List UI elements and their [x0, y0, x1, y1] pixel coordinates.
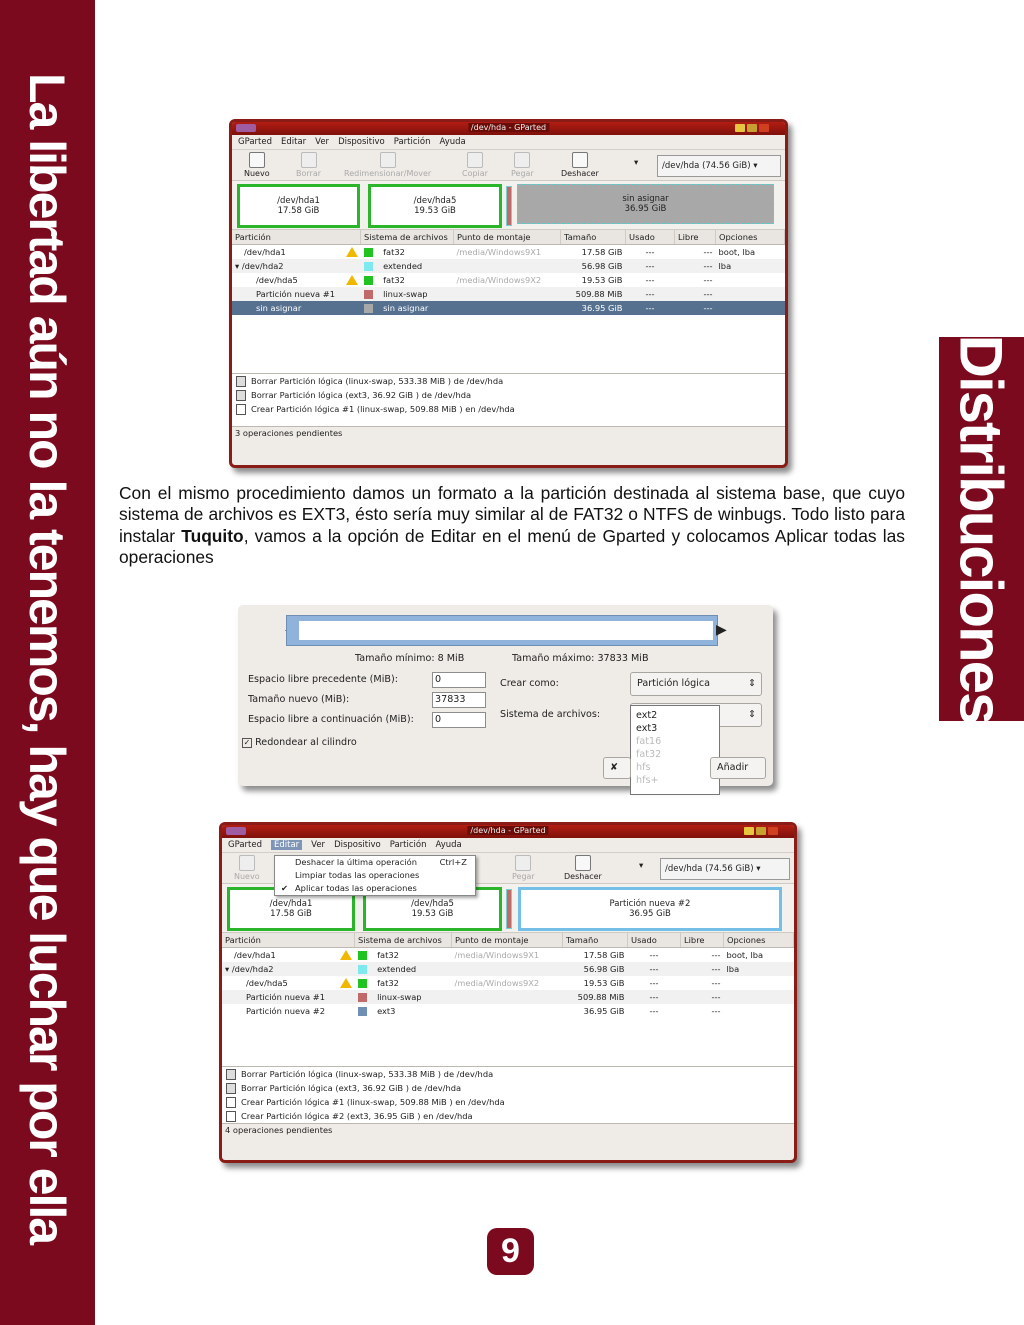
table-row[interactable]: /dev/hda5 fat32 /media/Windows9X2 19.53 GiB --- --- — [256, 275, 713, 285]
page-number: 9 — [487, 1228, 534, 1275]
maximize-icon[interactable] — [756, 827, 766, 835]
col-usado[interactable]: Usado — [626, 230, 675, 245]
resize-icon — [380, 152, 396, 168]
new-op-icon — [226, 1111, 236, 1122]
col-tamano[interactable]: Tamaño — [561, 230, 626, 245]
delete-op-icon — [226, 1083, 236, 1094]
undo-button[interactable]: Deshacer — [564, 855, 602, 881]
menu-gparted[interactable]: GParted — [228, 840, 262, 850]
fs-option[interactable]: hfs — [636, 762, 651, 773]
free-after-spin[interactable]: 0 — [432, 712, 486, 728]
table-header — [232, 230, 785, 245]
cancel-icon[interactable]: ✘ — [603, 757, 631, 779]
window-title: /dev/hda - GParted — [468, 123, 549, 132]
fs-color-swatch — [364, 290, 373, 299]
graph-hda5[interactable]: /dev/hda5 19.53 GiB — [363, 887, 502, 931]
menu-bar — [222, 838, 794, 853]
menu-gparted[interactable]: GParted — [238, 137, 272, 147]
table-header — [222, 933, 794, 948]
menu-dispositivo[interactable]: Dispositivo — [338, 137, 385, 147]
paste-icon — [514, 152, 530, 168]
table-row-selected[interactable]: sin asignar sin asignar 36.95 GiB --- --- — [232, 301, 785, 315]
table-row[interactable]: ▾ /dev/hda2 extended 56.98 GiB --- --- lba — [232, 259, 785, 273]
table-row[interactable]: /dev/hda1 fat32 /media/Windows9X1 17.58 GiB --- --- boot, lba — [234, 950, 764, 960]
body-paragraph: Con el mismo procedimiento damos un formato a la partición destinada al sistema base, que cuyo sistema de archivos es EXT3, ésto sería muy similar al de FAT32 o NTFS de winbugs. Todo listo para instalar Tuquito, vamos a la opción de Editar en el menú de Gparted y colocamos Aplicar todas las operaciones — [119, 483, 905, 567]
warning-icon — [340, 978, 352, 988]
fs-color-swatch — [364, 304, 373, 313]
table-row[interactable]: Partición nueva #1 linux-swap 509.88 MiB --- --- — [222, 990, 794, 1004]
fs-color-swatch — [358, 979, 367, 988]
spinner-icon: ⇕ — [747, 678, 756, 689]
new-op-icon — [226, 1097, 236, 1108]
table-row[interactable]: /dev/hda5 fat32 /media/Windows9X2 19.53 GiB --- --- — [246, 978, 721, 988]
graph-hda1[interactable]: /dev/hda1 17.58 GiB — [227, 887, 355, 931]
window-title: /dev/hda - GParted — [467, 826, 548, 835]
paste-button[interactable]: Pegar — [511, 152, 534, 178]
operations-list — [232, 373, 785, 426]
list-item[interactable]: Borrar Partición lógica (linux-swap, 533.38 MiB ) de /dev/hda — [222, 1067, 794, 1081]
col-sistema[interactable]: Sistema de archivos — [361, 230, 454, 245]
undo-icon — [572, 152, 588, 168]
operations-list — [222, 1066, 794, 1123]
resize-bar[interactable] — [286, 615, 718, 646]
new-op-icon — [236, 404, 246, 415]
fs-color-swatch — [364, 248, 373, 257]
menu-editar[interactable]: Editar — [281, 137, 307, 147]
bold-word: Tuquito — [181, 525, 244, 546]
fs-option[interactable]: ext3 — [636, 723, 658, 734]
device-select[interactable]: /dev/hda (74.56 GiB) ▾ — [660, 858, 790, 880]
warning-icon — [346, 275, 358, 285]
free-before-spin[interactable]: 0 — [432, 672, 486, 688]
list-item[interactable]: Crear Partición lógica #2 (ext3, 36.95 GiB ) en /dev/hda — [222, 1109, 794, 1123]
partition-table — [232, 230, 785, 373]
graph-swap[interactable] — [506, 186, 512, 226]
fs-label: Sistema de archivos: — [500, 709, 601, 720]
copy-button[interactable]: Copiar — [462, 152, 488, 178]
fs-color-swatch — [364, 262, 373, 271]
title-bar — [222, 825, 794, 838]
device-select[interactable]: /dev/hda (74.56 GiB) ▾ — [657, 155, 781, 177]
fs-color-swatch — [358, 993, 367, 1002]
expander-icon[interactable]: ▾ — [235, 261, 242, 271]
left-banner — [0, 0, 95, 1325]
toolbar — [232, 150, 785, 181]
list-item[interactable]: Borrar Partición lógica (linux-swap, 533.38 MiB ) de /dev/hda — [232, 374, 785, 388]
menu-item-apply[interactable]: ✔ Aplicar todas las operaciones — [281, 883, 417, 893]
col-particion[interactable]: Partición — [232, 230, 361, 245]
menu-ayuda[interactable]: Ayuda — [435, 840, 462, 850]
list-item[interactable]: Crear Partición lógica #1 (linux-swap, 509.88 MiB ) en /dev/hda — [222, 1095, 794, 1109]
minimize-icon[interactable] — [744, 827, 754, 835]
status-bar: 4 operaciones pendientes — [222, 1123, 794, 1136]
undo-button[interactable]: Deshacer — [561, 152, 599, 178]
graph-hda1[interactable]: /dev/hda1 17.58 GiB — [237, 184, 360, 228]
menu-ayuda[interactable]: Ayuda — [439, 137, 466, 147]
gparted-window-2 — [219, 822, 797, 1163]
col-usado[interactable]: Usado — [628, 933, 681, 948]
checkbox-check-icon[interactable]: ✓ — [243, 738, 251, 747]
toolbar-chevron-down-icon[interactable]: ▾ — [634, 158, 639, 168]
window-menu-icon[interactable] — [236, 124, 256, 132]
check-icon: ✔ — [281, 883, 288, 893]
new-button[interactable]: Nuevo — [234, 855, 260, 881]
list-item[interactable]: Borrar Partición lógica (ext3, 36.92 GiB ) de /dev/hda — [222, 1081, 794, 1095]
fs-option[interactable]: ext2 — [636, 710, 658, 721]
toolbar-chevron-down-icon[interactable]: ▾ — [639, 861, 644, 871]
new-button[interactable]: Nuevo — [244, 152, 270, 178]
fs-color-swatch — [358, 965, 367, 974]
add-button[interactable]: Añadir — [710, 757, 766, 779]
graph-unallocated[interactable]: sin asignar 36.95 GiB — [517, 184, 774, 224]
col-libre[interactable]: Libre — [675, 230, 716, 245]
col-montaje[interactable]: Punto de montaje — [452, 933, 563, 948]
close-icon[interactable] — [759, 124, 769, 132]
gparted-window-1 — [229, 119, 788, 468]
round-checkbox[interactable]: ✓ Redondear al cilindro — [243, 737, 357, 748]
window-menu-icon[interactable] — [226, 827, 246, 835]
delete-op-icon — [236, 390, 246, 401]
warning-icon — [346, 247, 358, 257]
col-tamano[interactable]: Tamaño — [563, 933, 628, 948]
menu-particion[interactable]: Partición — [393, 137, 431, 147]
warning-icon — [340, 950, 352, 960]
new-size-spin[interactable]: 37833 — [432, 692, 486, 708]
undo-icon — [575, 855, 591, 871]
resize-button[interactable]: Redimensionar/Mover — [344, 152, 431, 178]
max-size-label: Tamaño máximo: 37833 MiB — [512, 653, 649, 664]
edit-menu-dropdown — [274, 855, 476, 896]
delete-op-icon — [236, 376, 246, 387]
fs-option[interactable]: hfs+ — [636, 775, 659, 786]
copy-icon — [467, 152, 483, 168]
close-icon[interactable] — [768, 827, 778, 835]
new-icon — [249, 152, 265, 168]
menu-item-clear[interactable]: Limpiar todas las operaciones — [295, 870, 420, 880]
maximize-icon[interactable] — [747, 124, 757, 132]
col-montaje[interactable]: Punto de montaje — [454, 230, 561, 245]
col-libre[interactable]: Libre — [681, 933, 724, 948]
table-row[interactable]: Partición nueva #2 ext3 36.95 GiB --- --- — [246, 1006, 721, 1016]
fs-option[interactable]: fat32 — [636, 749, 662, 760]
menu-ver[interactable]: Ver — [315, 137, 330, 147]
spinner-icon: ⇕ — [747, 709, 756, 720]
list-item[interactable]: Borrar Partición lógica (ext3, 36.92 GiB ) de /dev/hda — [232, 388, 785, 402]
menu-ver[interactable]: Ver — [311, 840, 326, 850]
col-sistema[interactable]: Sistema de archivos — [355, 933, 452, 948]
fs-dropdown — [630, 705, 720, 795]
menu-editar[interactable]: Editar — [271, 840, 302, 850]
list-item[interactable]: Crear Partición lógica #1 (linux-swap, 509.88 MiB ) en /dev/hda — [232, 402, 785, 416]
free-after-label: Espacio libre a continuación (MiB): — [248, 714, 414, 725]
menu-item-undo[interactable]: Deshacer la última operación Ctrl+Z — [295, 857, 467, 867]
side-title: La libertad aún no la tenemos, hay que luchar por ella — [19, 72, 75, 1244]
paste-button[interactable]: Pegar — [512, 855, 535, 881]
create-as-select[interactable]: Partición lógica ⇕ — [630, 672, 762, 696]
new-size-label: Tamaño nuevo (MiB): — [248, 694, 350, 705]
col-opciones[interactable]: Opciones — [724, 933, 794, 948]
paste-icon — [515, 855, 531, 871]
title-bar — [232, 122, 785, 135]
expander-icon[interactable]: ▾ — [225, 964, 232, 974]
status-bar: 3 operaciones pendientes — [232, 426, 785, 439]
new-partition-dialog — [238, 605, 773, 786]
delete-button[interactable]: Borrar — [296, 152, 321, 178]
section-banner — [939, 334, 1024, 724]
fs-option[interactable]: fat16 — [636, 736, 662, 747]
graph-new-partition-2[interactable]: Partición nueva #2 36.95 GiB — [518, 887, 782, 931]
arrow-right-icon[interactable]: ▶ — [716, 622, 727, 638]
table-row[interactable]: Partición nueva #1 linux-swap 509.88 MiB --- --- — [232, 287, 785, 301]
col-particion[interactable]: Partición — [222, 933, 355, 948]
fs-color-swatch — [358, 951, 367, 960]
section-title: Distribuciones — [947, 334, 1015, 724]
minimize-icon[interactable] — [735, 124, 745, 132]
new-icon — [239, 855, 255, 871]
free-before-label: Espacio libre precedente (MiB): — [248, 674, 398, 685]
menu-particion[interactable]: Partición — [389, 840, 427, 850]
partition-size-area[interactable] — [299, 621, 713, 640]
col-opciones[interactable]: Opciones — [716, 230, 785, 245]
menu-bar — [232, 135, 785, 150]
table-row[interactable]: /dev/hda1 fat32 /media/Windows9X1 17.58 GiB --- --- boot, lba — [244, 247, 756, 257]
graph-swap[interactable] — [506, 889, 512, 929]
menu-dispositivo[interactable]: Dispositivo — [334, 840, 381, 850]
partition-table — [222, 933, 794, 1066]
delete-op-icon — [226, 1069, 236, 1080]
fs-color-swatch — [358, 1007, 367, 1016]
delete-icon — [301, 152, 317, 168]
graph-hda5[interactable]: /dev/hda5 19.53 GiB — [368, 184, 502, 228]
fs-color-swatch — [364, 276, 373, 285]
min-size-label: Tamaño mínimo: 8 MiB — [355, 653, 465, 664]
create-as-label: Crear como: — [500, 678, 559, 689]
table-row[interactable]: ▾ /dev/hda2 extended 56.98 GiB --- --- lba — [222, 962, 794, 976]
partition-graph — [232, 181, 785, 230]
